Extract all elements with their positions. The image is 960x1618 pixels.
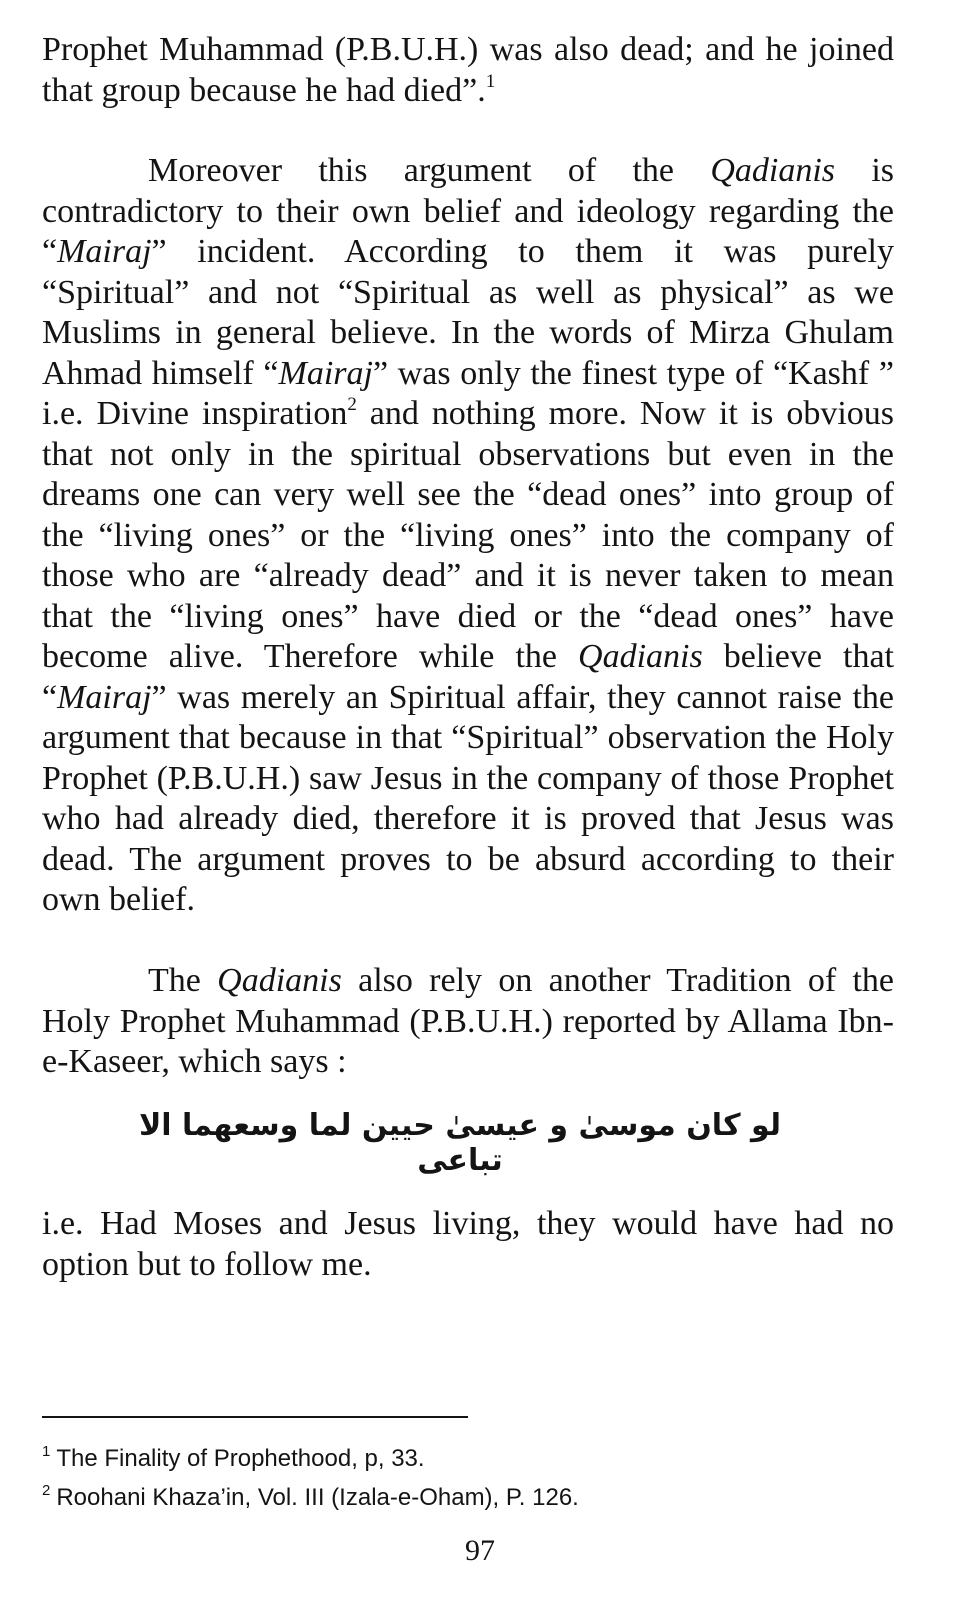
footnotes: [42, 1436, 902, 1514]
text-segment: believe that “: [42, 638, 894, 716]
paragraph-text: i.e. Had Moses and Jesus living, they would have had no option but to follow me.: [42, 1205, 894, 1283]
footnote-mark: 2: [42, 1482, 51, 1499]
text-segment: is contradictory to their own belief and ideology regarding the “: [42, 152, 894, 270]
italic-term: Qadianis: [578, 638, 703, 675]
text-segment: The: [148, 962, 218, 999]
italic-term: Mairaj: [57, 233, 152, 270]
italic-term: Mairaj: [57, 678, 152, 716]
paragraph-translation: [42, 1204, 894, 1285]
footnote-mark: 1: [42, 1443, 51, 1460]
footnote-ref-1: 1: [485, 70, 496, 92]
paragraph-mairaj-argument: [42, 151, 894, 921]
text-segment: also rely on another Tradition of the Holy Prophet Muhammad (P.B.U.H.) reported by Allama Ibn-e-Kaseer, which says :: [42, 962, 895, 1080]
paragraph-tradition-intro: [42, 961, 894, 1083]
italic-term: Qadianis: [710, 152, 836, 189]
text-segment: Moreover this argument of the: [148, 152, 711, 189]
italic-term: Qadianis: [217, 962, 342, 999]
italic-term: Mairaj: [278, 354, 373, 392]
page-number: 97: [465, 1534, 495, 1567]
footnote-2: [42, 1475, 902, 1514]
footnote-1: [42, 1436, 902, 1475]
footnote-ref-2: 2: [347, 394, 357, 415]
text-segment: ” was only the finest type of “Kashf ” i.e. Divine inspiration: [42, 354, 894, 432]
paragraph-text: Prophet Muhammad (P.B.U.H.) was also dead; and he joined that group because he had died”.: [42, 31, 894, 109]
footnote-text: Roohani Khaza’in, Vol. III (Izala-e-Oham), P. 126.: [56, 1484, 579, 1511]
text-segment: ” incident. According to them it was purely “Spiritual” and not “Spiritual as well as physical” as we Muslims in general believe. In the words of Mirza Ghulam Ahmad himself “: [42, 233, 894, 392]
text-segment: and nothing more. Now it is obvious that not only in the spiritual observations but even in the dreams one can very well see the “dead ones” into group of the “living ones” or the “living ones” into the company of those who are “already dead” and it is never taken to mean that the “living ones” have died or the “dead ones” have become alive. Therefore while the: [42, 395, 894, 675]
footnote-text: The Finality of Prophethood, p, 33.: [56, 1445, 425, 1472]
footnote-divider: [42, 1416, 468, 1418]
text-segment: ” was merely an Spiritual affair, they cannot raise the argument that because in that “Spiritual” observation the Holy Prophet (P.B.U.H.) saw Jesus in the company of those Prophet who had already died, therefore it is proved that Jesus was dead. The argument proves to be absurd according to their own belief.: [42, 678, 894, 918]
arabic-quote: لو كان موسىٰ و عيسىٰ حيين لما وسعهما الا تباعى: [138, 1108, 782, 1178]
paragraph-continuation: [42, 30, 894, 111]
